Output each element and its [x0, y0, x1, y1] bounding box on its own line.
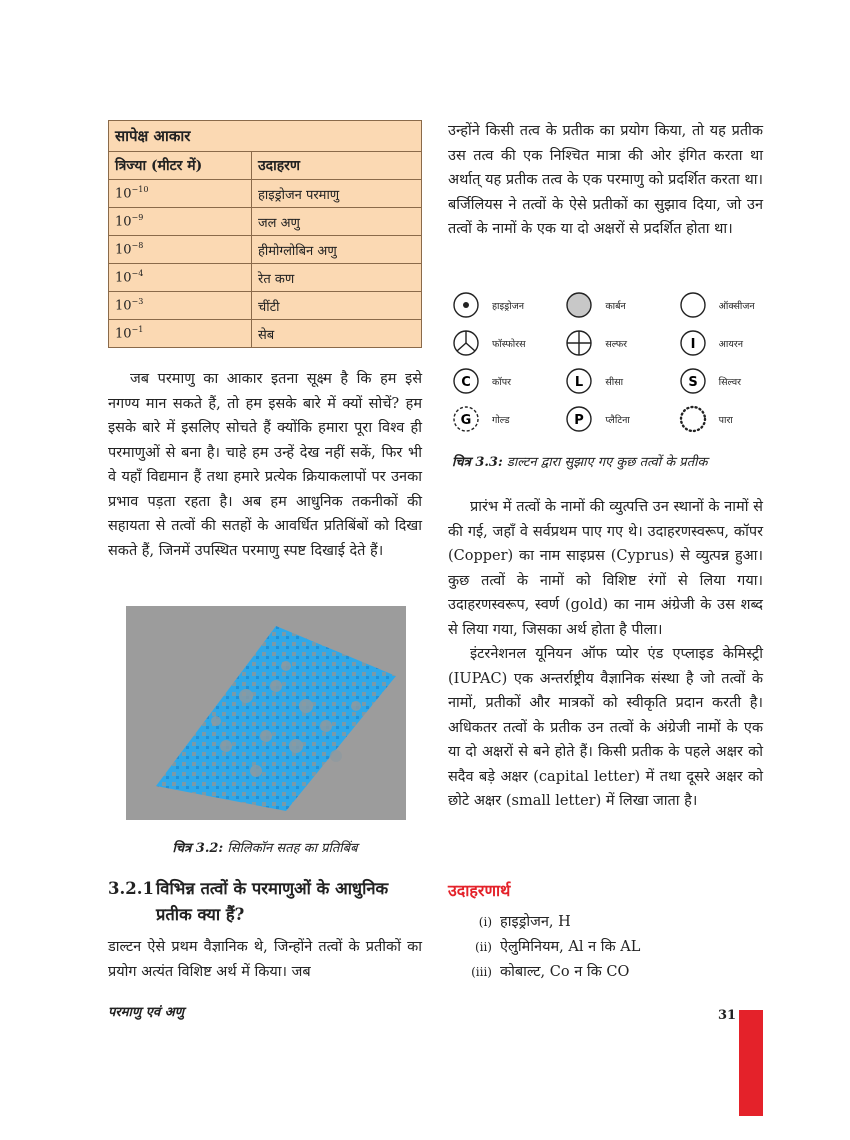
empty-circle-icon	[679, 291, 707, 319]
symbol-phosphorus: फॉस्फोरस	[452, 329, 565, 357]
examples-heading: उदाहरणार्थ	[448, 881, 511, 900]
letter-g-gear-icon	[452, 405, 480, 433]
symbol-gold: G गोल्ड	[452, 405, 565, 433]
dot-circle-icon	[452, 291, 480, 319]
table-header-radius: त्रिज्या (मीटर में)	[109, 152, 252, 180]
symbol-copper: C कॉपर	[452, 367, 565, 395]
right-top-paragraph: उन्होंने किसी तत्व के प्रतीक का प्रयोग किया, तो यह प्रतीक उस तत्व की एक निश्चित मात्रा की ओर इंगित करता था अर्थात् यह प्रतीक तत्व के एक परमाणु को प्रदर्शित करता था। बर्जिलियस ने तत्वों के ऐसे प्रतीकों का सुझाव दिया, जो उन तत्वों के नामों के एक या दो अक्षरों से प्रदर्शित होता था।	[448, 123, 763, 237]
left-bottom-paragraph: डाल्टन ऐसे प्रथम वैज्ञानिक थे, जिन्होंने तत्वों के प्रतीकों का प्रयोग अत्यंत विशिष्ट अर्थ में किया। जब	[108, 939, 422, 980]
letter-s-icon	[679, 367, 707, 395]
radius-base: 10	[115, 298, 132, 314]
list-item: (iii) कोबाल्ट, Co न कि CO	[471, 964, 630, 980]
section-number: 3.2.1	[108, 879, 154, 898]
table-row	[109, 208, 422, 236]
symbol-carbon: कार्बन	[565, 291, 678, 319]
radius-exponent: −3	[131, 297, 144, 307]
svg-text:S: S	[687, 375, 698, 390]
letter-c-icon	[452, 367, 480, 395]
symbol-oxygen: ऑक्सीजन	[679, 291, 792, 319]
radius-exponent: −10	[131, 185, 149, 195]
figure-label: चित्र 3.2:	[172, 841, 224, 856]
cross-circle-icon	[565, 329, 593, 357]
table-caption: सापेक्ष आकार	[109, 121, 422, 152]
svg-text:P: P	[574, 413, 585, 428]
symbol-hydrogen: हाइड्रोजन	[452, 291, 565, 319]
figure-3-3-caption	[452, 452, 762, 470]
figure-text: सिलिकॉन सतह का प्रतिबिंब	[227, 841, 358, 856]
section-title: विभिन्न तत्वों के परमाणुओं के आधुनिक प्रतीक क्या हैं?	[156, 879, 389, 924]
right-paragraph-2: इंटरनेशनल यूनियन ऑफ प्योर एंड एप्लाइड केमिस्ट्री (IUPAC) एक अन्तर्राष्ट्रीय वैज्ञानिक संस्था है जो तत्वों के नामों, प्रतीकों और मात्रकों को स्वीकृति प्रदान करती है। अधिकतर तत्वों के प्रतीक उन तत्वों के अंग्रेजी नामों के एक या दो अक्षरों से बने होते हैं। किसी प्रतीक के पहले अक्षर को सदैव बड़े अक्षर (capital letter) में तथा दूसरे अक्षर को छोटे अक्षर (small letter) में लिखा जाता है।	[448, 646, 763, 809]
figure-text: डाल्टन द्वारा सुझाए गए कुछ तत्वों के प्रतीक	[506, 455, 708, 470]
example-cell: चींटी	[252, 292, 422, 320]
example-cell: सेब	[252, 320, 422, 348]
section-heading	[108, 876, 428, 928]
symbol-mercury: पारा	[679, 405, 792, 433]
radius-base: 10	[115, 186, 132, 202]
radius-base: 10	[115, 242, 132, 258]
symbol-platina: P प्लैटिना	[565, 405, 678, 433]
table-row	[109, 180, 422, 208]
table-header-example: उदाहरण	[252, 152, 422, 180]
silicon-surface-image	[126, 606, 406, 820]
radius-base: 10	[115, 270, 132, 286]
example-cell: हाइड्रोजन परमाणु	[252, 180, 422, 208]
footer-chapter-title: परमाणु एवं अणु	[108, 1005, 185, 1020]
table-row	[109, 292, 422, 320]
page-number: 31	[718, 1008, 737, 1023]
example-cell: रेत कण	[252, 264, 422, 292]
svg-text:C: C	[461, 375, 471, 390]
letter-p-icon	[565, 405, 593, 433]
svg-text:I: I	[690, 337, 696, 352]
radius-exponent: −8	[131, 241, 144, 251]
table-row	[109, 320, 422, 348]
svg-text:G: G	[460, 413, 472, 428]
examples-list	[458, 910, 640, 985]
example-cell: हीमोग्लोबिन अणु	[252, 236, 422, 264]
list-item: (i) हाइड्रोजन, H	[478, 914, 571, 930]
table-row	[109, 264, 422, 292]
peace-circle-icon	[452, 329, 480, 357]
radius-base: 10	[115, 326, 132, 342]
figure-label: चित्र 3.3:	[452, 455, 503, 470]
table-row	[109, 236, 422, 264]
letter-i-icon	[679, 329, 707, 357]
page-tab-bar	[739, 1010, 763, 1116]
right-paragraphs	[448, 495, 763, 814]
symbol-sulphur: सल्फर	[565, 329, 678, 357]
letter-l-icon	[565, 367, 593, 395]
radius-exponent: −1	[131, 325, 144, 335]
radius-base: 10	[115, 214, 132, 230]
radius-exponent: −4	[131, 269, 144, 279]
figure-3-2-caption	[108, 838, 422, 856]
symbol-iron: I आयरन	[679, 329, 792, 357]
relative-size-table	[108, 120, 422, 348]
dalton-symbols-grid	[452, 286, 792, 438]
radius-exponent: −9	[131, 213, 144, 223]
example-cell: जल अणु	[252, 208, 422, 236]
list-item: (ii) ऐलुमिनियम, Al न कि AL	[474, 939, 641, 955]
svg-text:L: L	[575, 375, 584, 390]
dotted-circle-icon	[679, 405, 707, 433]
symbol-silver: S सिल्वर	[679, 367, 792, 395]
left-paragraph: जब परमाणु का आकार इतना सूक्ष्म है कि हम इसे नगण्य मान सकते हैं, तो हम इसके बारे में क्यों सोचें? हम इसके बारे में इसलिए सोचते हैं क्योंकि हमारा पूरा विश्व ही परमाणुओं से बना है। चाहे हम उन्हें देख नहीं सकें, फिर भी वे यहाँ विद्यमान हैं तथा हमारे प्रत्येक क्रियाकलापों पर उनका प्रभाव पड़ता रहता है। अब हम आधुनिक तकनीकों की सहायता से तत्वों की सतहों के आवर्धित प्रतिबिंबों को दिखा सकते हैं, जिनमें उपस्थित परमाणु स्पष्ट दिखाई देते हैं।	[108, 371, 422, 559]
filled-circle-icon	[565, 291, 593, 319]
symbol-lead: L सीसा	[565, 367, 678, 395]
silicon-surface-svg	[126, 606, 406, 820]
right-paragraph-1: प्रारंभ में तत्वों के नामों की व्युत्पत्ति उन स्थानों के नामों से की गई, जहाँ वे सर्वप्रथम पाए गए थे। उदाहरणस्वरूप, कॉपर (Copper) का नाम साइप्रस (Cyprus) से व्युत्पन्न हुआ। कुछ तत्वों के नामों को विशिष्ट रंगों से लिया गया। उदाहरणस्वरूप, स्वर्ण (gold) का नाम अंग्रेजी के उस शब्द से लिया गया, जिसका अर्थ होता है पीला।	[448, 499, 763, 638]
